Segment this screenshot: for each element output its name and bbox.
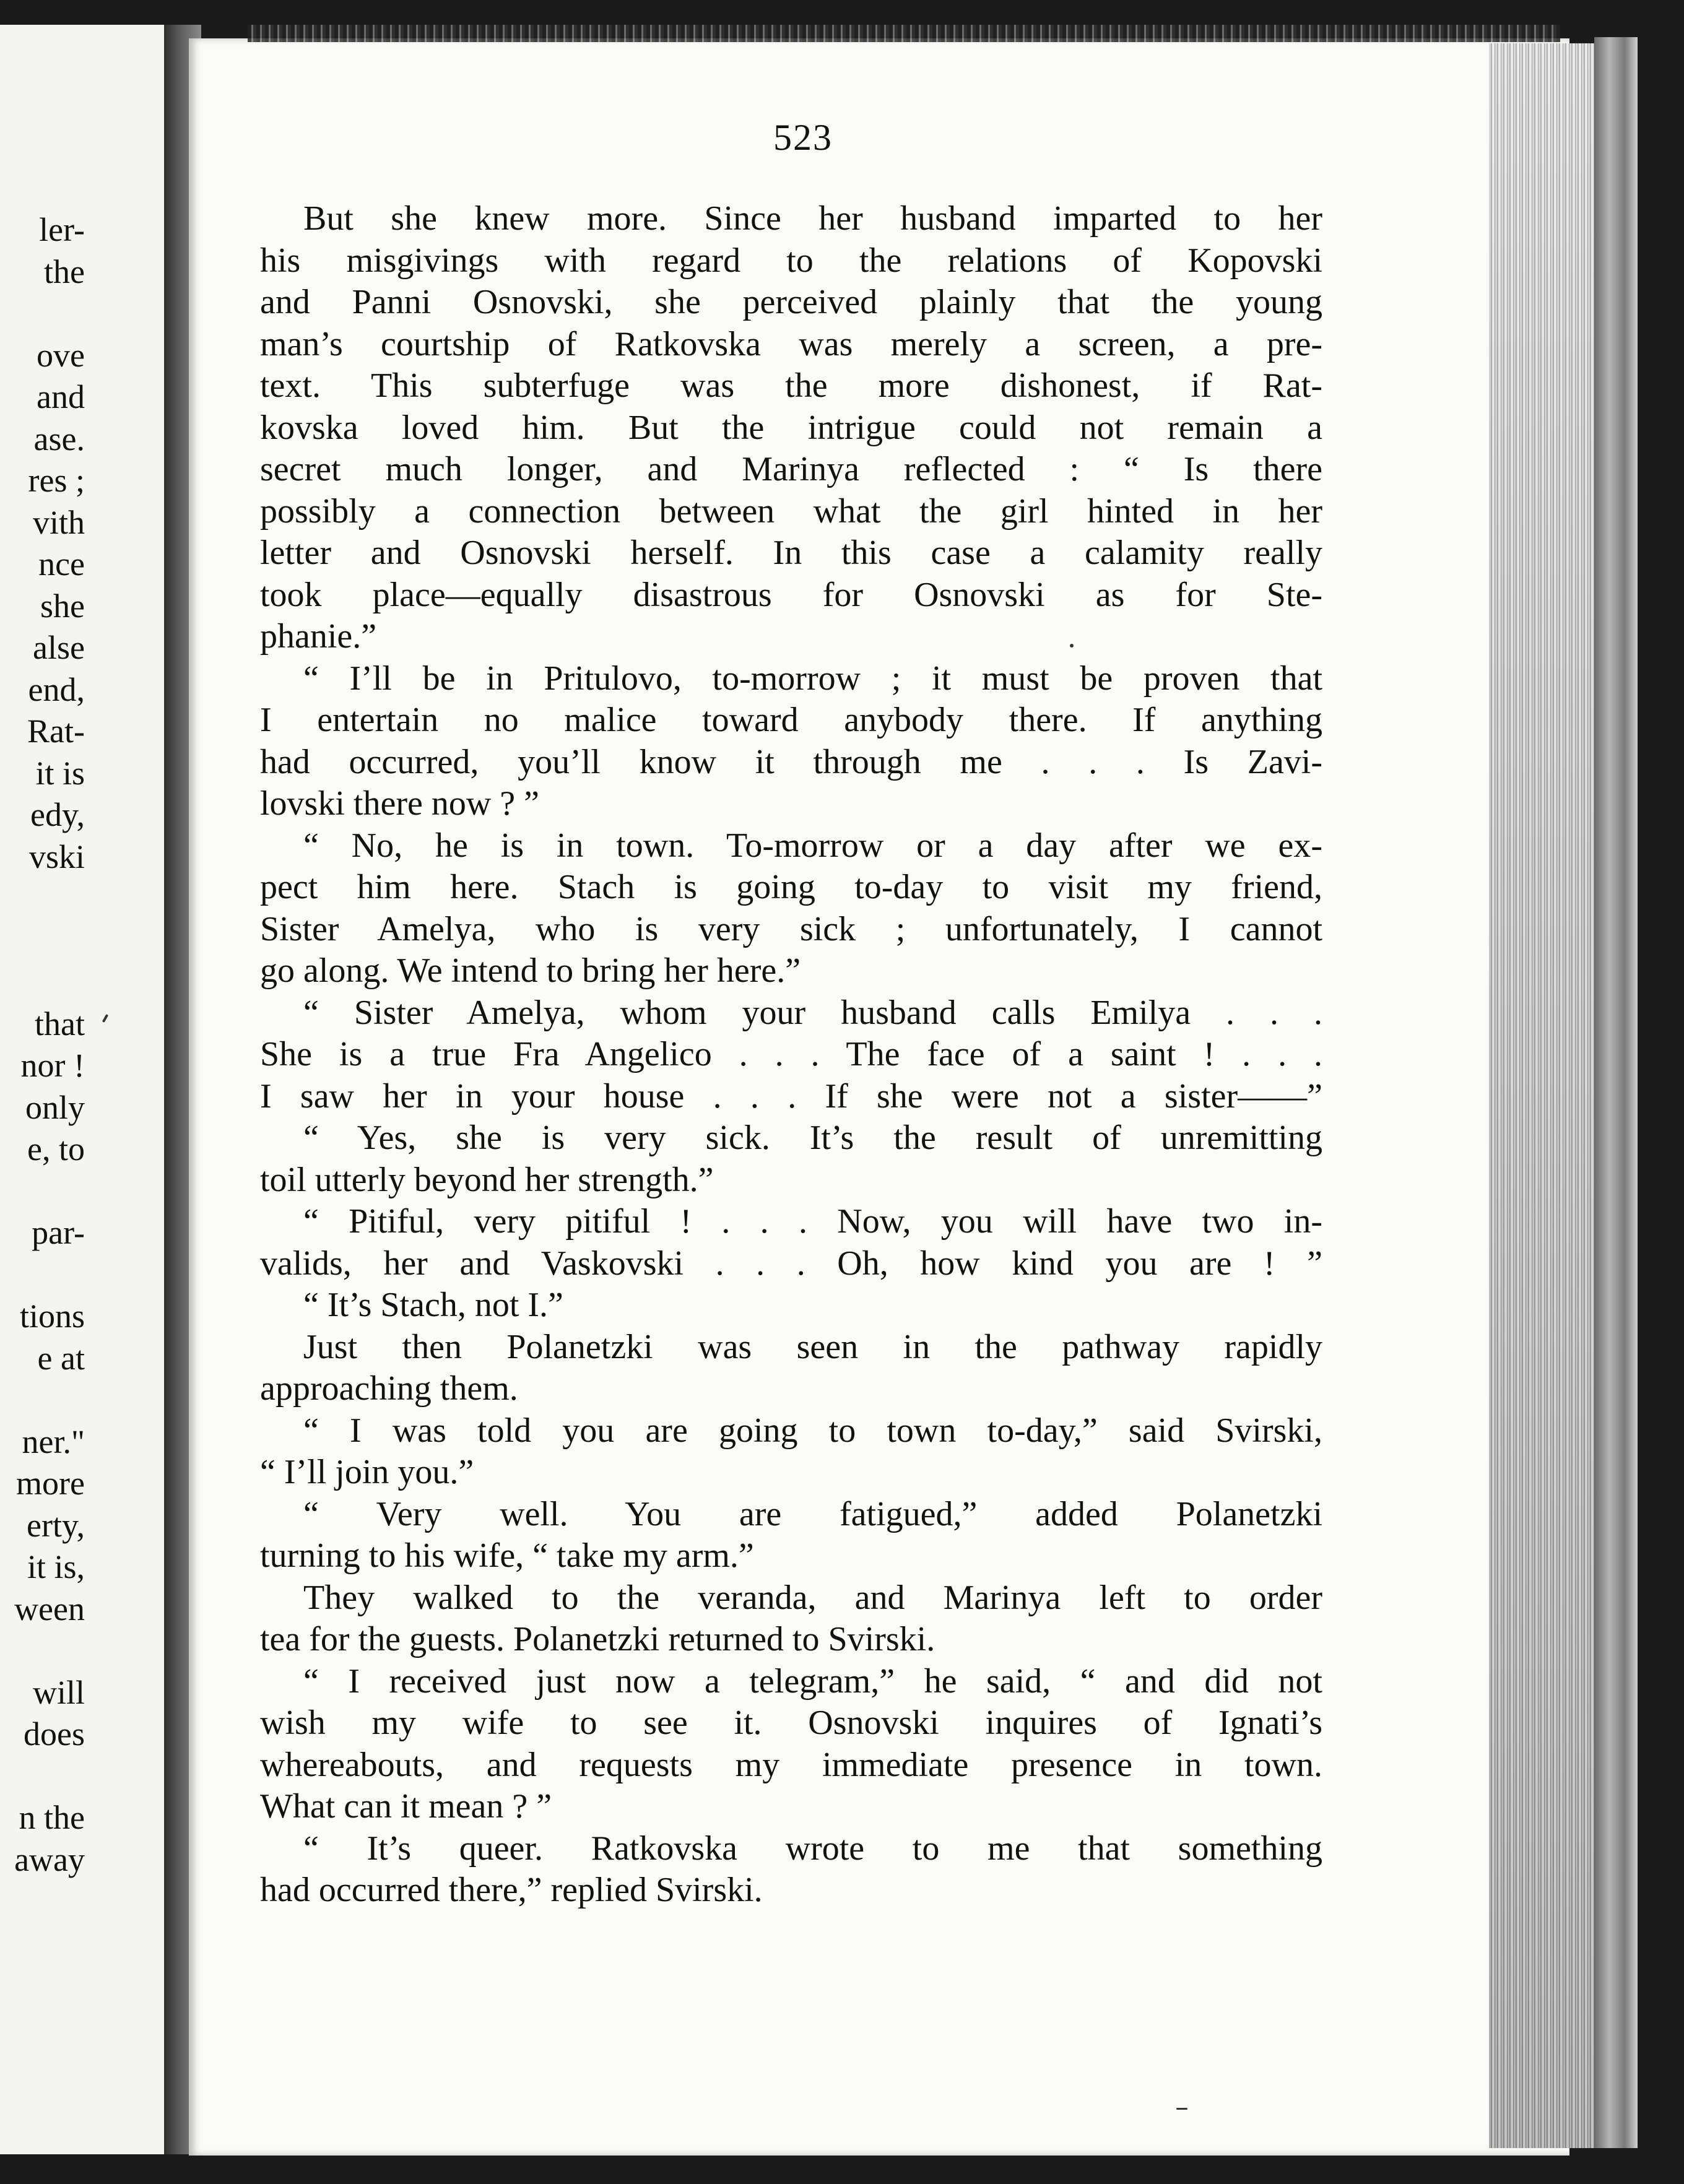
left-page-fragment: vith bbox=[32, 503, 85, 541]
left-page-fragment: the bbox=[44, 253, 85, 290]
text-line: “ I received just now a telegram,” he said, “ and did not bbox=[303, 1662, 1322, 1701]
left-page bbox=[0, 25, 175, 2154]
text-line: “ No, he is in town. To-morrow or a day after we ex- bbox=[303, 826, 1322, 865]
text-line: “ It’s Stach, not I.” bbox=[303, 1286, 563, 1324]
page-top-edge bbox=[248, 25, 1560, 42]
text-line: “ I’ll be in Pritulovo, to-morrow ; it must be proven that bbox=[303, 659, 1322, 698]
book-cover-edge bbox=[1594, 37, 1638, 2148]
left-page-fragment: it is, bbox=[27, 1548, 85, 1585]
left-page-fragment: ner." bbox=[22, 1423, 85, 1460]
left-page-fragment: it is bbox=[35, 754, 85, 792]
left-page-fragment: away bbox=[14, 1840, 85, 1878]
text-line: letter and Osnovski herself. In this case a calamity really bbox=[260, 534, 1322, 572]
text-line: Just then Polanetzki was seen in the pathway rapidly bbox=[303, 1327, 1322, 1366]
text-line: toil utterly beyond her strength.” bbox=[260, 1160, 714, 1199]
text-line: “ Pitiful, very pitiful ! . . . Now, you will have two in- bbox=[303, 1202, 1322, 1241]
page-stack-edges bbox=[1489, 43, 1594, 2148]
left-page-fragment: does bbox=[24, 1715, 85, 1753]
text-line: had occurred, you’ll know it through me . . . Is Zavi- bbox=[260, 742, 1322, 781]
text-line: go along. We intend to bring her here.” bbox=[260, 951, 801, 990]
text-line: turning to his wife, “ take my arm.” bbox=[260, 1536, 754, 1575]
text-line: had occurred there,” replied Svirski. bbox=[260, 1871, 763, 1909]
left-page-fragment: nce bbox=[38, 545, 85, 583]
page-number: 523 bbox=[773, 117, 833, 158]
left-page-fragment: res ; bbox=[28, 462, 85, 499]
left-page-fragment: edy, bbox=[30, 796, 85, 833]
left-page-fragment: e, to bbox=[27, 1130, 85, 1168]
text-line: “ I was told you are going to town to-day,” said Svirski, bbox=[303, 1411, 1322, 1450]
ink-speck bbox=[1176, 2108, 1187, 2110]
left-page-fragment: nor ! bbox=[20, 1047, 85, 1084]
ink-speck bbox=[1070, 644, 1074, 648]
text-line: phanie.” bbox=[260, 617, 377, 656]
text-line: possibly a connection between what the girl hinted in her bbox=[260, 492, 1322, 531]
left-page-fragment: only bbox=[25, 1088, 85, 1126]
text-line: But she knew more. Since her husband imparted to her bbox=[303, 199, 1322, 238]
body-text bbox=[260, 198, 1322, 1912]
text-line: valids, her and Vaskovski . . . Oh, how kind you are ! ” bbox=[260, 1244, 1322, 1283]
text-line: She is a true Fra Angelico . . . The face of a saint ! . . . bbox=[260, 1035, 1322, 1073]
left-page-fragment: tions bbox=[19, 1298, 85, 1335]
text-line: approaching them. bbox=[260, 1369, 518, 1408]
text-line: man’s courtship of Ratkovska was merely a screen, a pre- bbox=[260, 324, 1322, 363]
text-line: and Panni Osnovski, she perceived plainly that the young bbox=[260, 283, 1322, 321]
text-line: took place—equally disastrous for Osnovski as for Ste- bbox=[260, 575, 1322, 614]
text-line: whereabouts, and requests my immediate presence in town. bbox=[260, 1745, 1322, 1784]
left-page-fragment: she bbox=[40, 587, 85, 625]
left-page-fragment: ove bbox=[37, 336, 85, 374]
left-page-fragment: that bbox=[35, 1005, 85, 1042]
left-page-fragment: more bbox=[16, 1465, 85, 1502]
left-page-fragment: e at bbox=[37, 1339, 85, 1377]
text-line: “ I’ll join you.” bbox=[260, 1453, 474, 1491]
text-line: “ Sister Amelya, whom your husband calls Emilya . . . bbox=[303, 993, 1322, 1032]
text-line: “ Yes, she is very sick. It’s the result of unremitting bbox=[303, 1119, 1322, 1157]
left-page-fragment: n the bbox=[19, 1799, 85, 1836]
left-page-fragment: ase. bbox=[33, 420, 85, 457]
text-line: tea for the guests. Polanetzki returned to Svirski. bbox=[260, 1620, 935, 1658]
text-line: What can it mean ? ” bbox=[260, 1787, 552, 1826]
text-line: his misgivings with regard to the relations of Kopovski bbox=[260, 241, 1322, 280]
left-page-fragment: and bbox=[37, 378, 85, 415]
left-page-fragment: erty, bbox=[27, 1506, 85, 1544]
text-line: kovska loved him. But the intrigue could not remain a bbox=[260, 408, 1322, 447]
text-line: “ It’s queer. Ratkovska wrote to me that something bbox=[303, 1829, 1322, 1868]
left-page-fragment: end, bbox=[28, 670, 85, 708]
left-page-fragment: alse bbox=[33, 629, 85, 666]
left-page-fragment: ween bbox=[14, 1590, 85, 1627]
text-line: I saw her in your house . . . If she were not a sister——” bbox=[260, 1077, 1322, 1116]
text-line: They walked to the veranda, and Marinya left to order bbox=[303, 1578, 1322, 1617]
left-page-fragment: Rat- bbox=[27, 713, 85, 750]
text-line: wish my wife to see it. Osnovski inquires of Ignati’s bbox=[260, 1704, 1322, 1742]
text-line: secret much longer, and Marinya reflected : “ Is there bbox=[260, 450, 1322, 488]
left-page-fragment: will bbox=[32, 1673, 85, 1711]
text-line: I entertain no malice toward anybody there. If anything bbox=[260, 701, 1322, 739]
text-line: pect him here. Stach is going to-day to visit my friend, bbox=[260, 868, 1322, 906]
left-page-fragment: ler- bbox=[39, 211, 85, 248]
text-line: “ Very well. You are fatigued,” added Polanetzki bbox=[303, 1494, 1322, 1533]
left-page-fragment: vski bbox=[28, 838, 85, 875]
text-line: Sister Amelya, who is very sick ; unfortunately, I cannot bbox=[260, 909, 1322, 948]
text-line: lovski there now ? ” bbox=[260, 784, 539, 823]
left-page-fragment: par- bbox=[32, 1214, 85, 1251]
text-line: text. This subterfuge was the more dishonest, if Rat- bbox=[260, 366, 1322, 405]
